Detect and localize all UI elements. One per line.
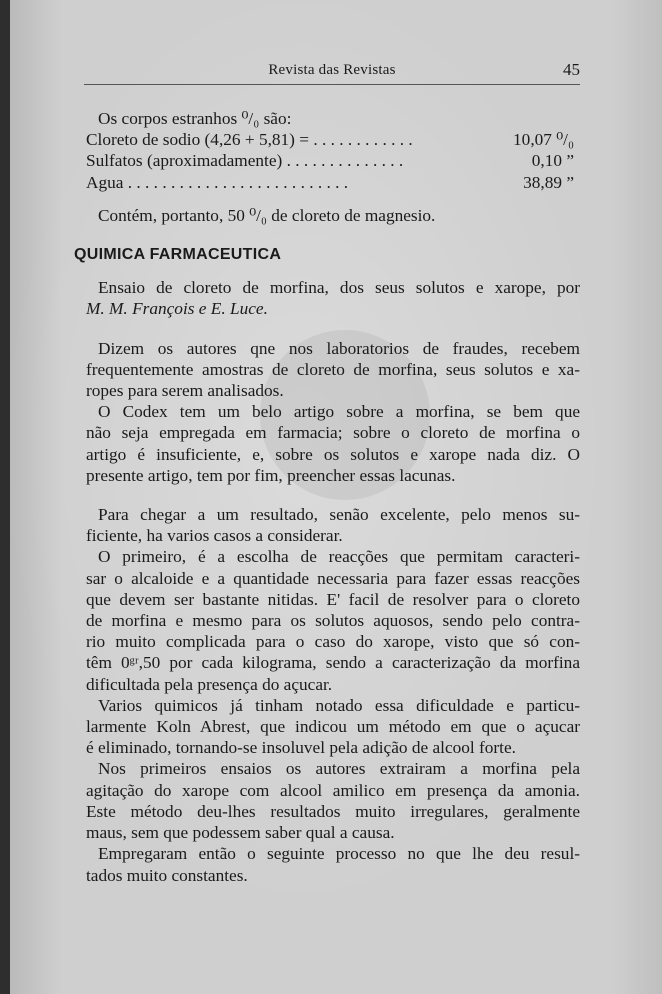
- composition-intro: Os corpos estranhos ⁰/₀ são:: [98, 109, 292, 128]
- paragraph-line: tados muito constantes.: [86, 865, 248, 885]
- paragraph-line: não seja empregada em farmacia; sobre o cloreto de morfina o: [86, 423, 580, 443]
- composition-label: Sulfatos (aproximadamente) . . . . . . . . . . . . . .: [86, 151, 404, 171]
- page-content: [74, 108, 580, 886]
- paragraph-line: presente artigo, tem por fim, preencher essas lacunas.: [86, 465, 456, 485]
- composition-value: 0,10 ”: [531, 151, 574, 171]
- composition-label: Agua . . . . . . . . . . . . . . . . . . . . . . . . . .: [86, 172, 349, 192]
- document-page: [10, 0, 662, 994]
- paragraph-line: têm 0ᵍʳ,50 por cada kilograma, sendo a caracterização da morfina: [86, 653, 580, 673]
- spacer: [86, 320, 580, 338]
- paragraph-line: dificultada pela presença do açucar.: [86, 674, 333, 694]
- paragraph-line: Para chegar a um resultado, senão excelente, pelo menos su-: [98, 505, 580, 525]
- composition-conclusion: Contém, portanto, 50 ⁰/₀ de cloreto de magnesio.: [98, 205, 436, 225]
- running-header: [84, 58, 580, 85]
- journal-title: Revista das Revistas: [268, 62, 396, 78]
- paragraph-line: larmente Koln Abrest, que indicou um método em que o açucar: [86, 717, 580, 737]
- spacer: [86, 486, 580, 504]
- spacer: [86, 226, 580, 244]
- article-subtitle: Ensaio de cloreto de morfina, dos seus solutos e xarope, por: [98, 278, 580, 298]
- paragraph-line: artigo é insuficiente, e, sobre os solutos e xarope nada diz. O: [86, 444, 580, 464]
- paragraph-line: Varios quimicos já tinham notado essa dificuldade e particu-: [98, 695, 580, 715]
- composition-row: [86, 150, 580, 171]
- paragraph-line: O Codex tem um belo artigo sobre a morfina, se bem que: [98, 402, 580, 422]
- paragraph-line: de morfina e mesmo para os solutos aquosos, sendo pelo contra-: [86, 611, 580, 631]
- paragraph-line: que devem ser bastante nitidas. E' facil de resolver para o cloreto: [86, 589, 580, 609]
- paragraph-line: Nos primeiros ensaios os autores extrairam a morfina pela: [98, 759, 580, 779]
- paragraph-line: frequentemente amostras de cloreto de morfina, seus solutos e xa-: [86, 359, 580, 379]
- paragraph-line: O primeiro, é a escolha de reacções que permitam caracteri-: [98, 547, 580, 567]
- paragraph-line: ropes para serem analisados.: [86, 381, 284, 401]
- paragraph-line: rio muito complicada para o caso do xarope, visto que só con-: [86, 632, 580, 652]
- composition-label: Cloreto de sodio (4,26 + 5,81) = . . . . . . . . . . . .: [86, 130, 413, 150]
- spacer: [86, 193, 580, 205]
- paragraph-line: Este método deu-lhes resultados muito irregulares, geralmente: [86, 801, 580, 821]
- spacer: [86, 265, 580, 277]
- page-number: 45: [563, 60, 580, 79]
- composition-value: 10,07 ⁰/₀: [513, 130, 574, 150]
- article-authors: M. M. François e E. Luce.: [86, 299, 268, 319]
- section-title: QUIMICA FARMACEUTICA: [74, 246, 282, 264]
- paragraph-line: sar o alcaloide e a quantidade necessaria para fazer essas reacções: [86, 568, 580, 588]
- composition-value: 38,89 ”: [523, 172, 574, 192]
- composition-row: [86, 172, 580, 193]
- paragraph-line: Dizem os autores qne nos laboratorios de fraudes, recebem: [98, 338, 580, 358]
- paragraph-line: Empregaram então o seguinte processo no que lhe deu resul-: [98, 844, 580, 864]
- composition-row: [86, 129, 580, 150]
- paragraph-line: agitação do xarope com alcool amilico em presença da amonia.: [86, 780, 580, 800]
- paragraph-line: maus, sem que podessem saber qual a causa.: [86, 823, 395, 843]
- paragraph-line: é eliminado, tornando-se insoluvel pela adição de alcool forte.: [86, 738, 516, 758]
- paragraph-line: ficiente, ha varios casos a considerar.: [86, 526, 343, 546]
